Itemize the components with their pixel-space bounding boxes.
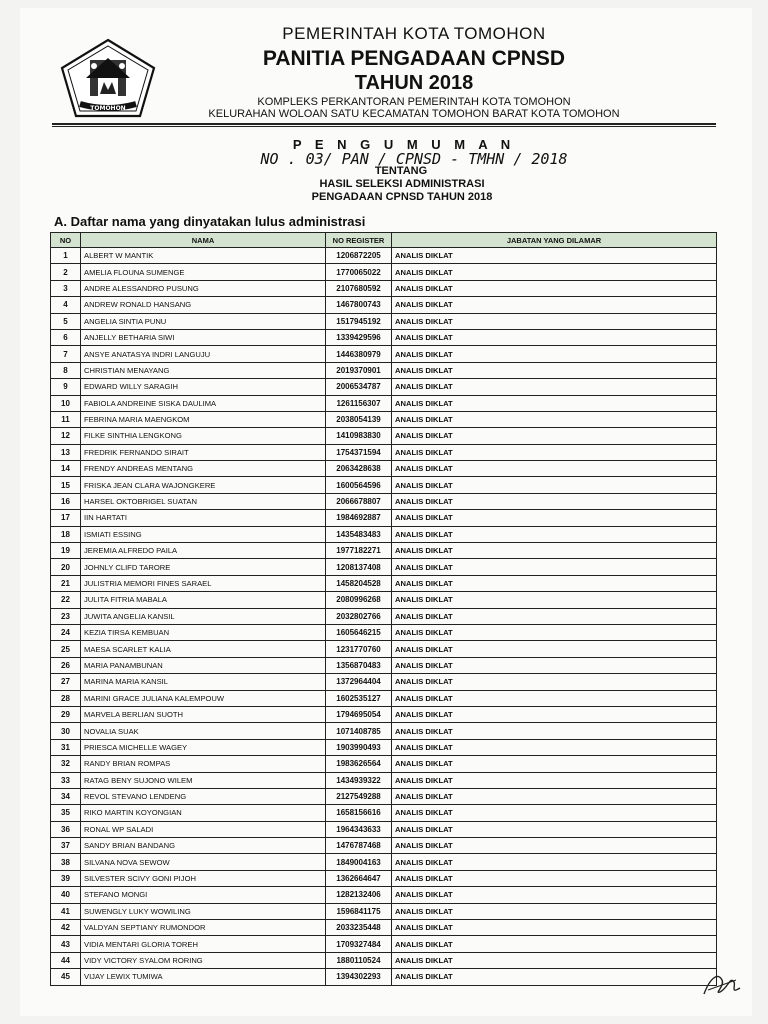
row-register: 1261156307	[326, 395, 392, 411]
row-position: ANALIS DIKLAT	[392, 297, 717, 313]
row-number: 9	[51, 379, 81, 395]
row-name: KEZIA TIRSA KEMBUAN	[81, 624, 326, 640]
row-name: FREDRIK FERNANDO SIRAIT	[81, 444, 326, 460]
row-number: 5	[51, 313, 81, 329]
row-register: 1282132406	[326, 887, 392, 903]
table-row	[51, 313, 717, 329]
row-name: EDWARD WILLY SARAGIH	[81, 379, 326, 395]
table-row	[51, 706, 717, 722]
row-position: ANALIS DIKLAT	[392, 248, 717, 264]
table-row	[51, 559, 717, 575]
candidate-table	[50, 232, 717, 986]
row-number: 42	[51, 920, 81, 936]
row-name: ANDRE ALESSANDRO PUSUNG	[81, 280, 326, 296]
col-header-no: NO	[51, 233, 81, 248]
table-row	[51, 952, 717, 968]
row-name: MAESA SCARLET KALIA	[81, 641, 326, 657]
table-row	[51, 723, 717, 739]
table-row	[51, 772, 717, 788]
row-name: ANDREW RONALD HANSANG	[81, 297, 326, 313]
row-register: 1517945192	[326, 313, 392, 329]
row-position: ANALIS DIKLAT	[392, 428, 717, 444]
row-position: ANALIS DIKLAT	[392, 887, 717, 903]
row-position: ANALIS DIKLAT	[392, 592, 717, 608]
row-number: 22	[51, 592, 81, 608]
row-position: ANALIS DIKLAT	[392, 706, 717, 722]
row-number: 29	[51, 706, 81, 722]
row-register: 1071408785	[326, 723, 392, 739]
table-row	[51, 903, 717, 919]
row-name: STEFANO MONGI	[81, 887, 326, 903]
row-register: 1394302293	[326, 969, 392, 985]
row-register: 1983626564	[326, 756, 392, 772]
row-name: ANJELLY BETHARIA SIWI	[81, 329, 326, 345]
row-name: MARINI GRACE JULIANA KALEMPOUW	[81, 690, 326, 706]
row-number: 16	[51, 493, 81, 509]
row-position: ANALIS DIKLAT	[392, 264, 717, 280]
row-number: 26	[51, 657, 81, 673]
row-name: JUWITA ANGELIA KANSIL	[81, 608, 326, 624]
row-position: ANALIS DIKLAT	[392, 788, 717, 804]
table-row	[51, 329, 717, 345]
row-number: 35	[51, 805, 81, 821]
row-register: 2032802766	[326, 608, 392, 624]
logo-text: TOMOHON	[90, 105, 126, 112]
table-row	[51, 592, 717, 608]
table-row	[51, 477, 717, 493]
table-row	[51, 641, 717, 657]
announcement-number: NO . 03/ PAN / CPNSD - TMHN / 2018	[260, 150, 568, 168]
row-position: ANALIS DIKLAT	[392, 674, 717, 690]
table-row	[51, 428, 717, 444]
row-register: 1206872205	[326, 248, 392, 264]
row-position: ANALIS DIKLAT	[392, 411, 717, 427]
row-register: 1467800743	[326, 297, 392, 313]
row-position: ANALIS DIKLAT	[392, 461, 717, 477]
row-number: 38	[51, 854, 81, 870]
table-row	[51, 838, 717, 854]
row-register: 1984692887	[326, 510, 392, 526]
row-name: HARSEL OKTOBRIGEL SUATAN	[81, 493, 326, 509]
row-position: ANALIS DIKLAT	[392, 346, 717, 362]
table-row	[51, 936, 717, 952]
row-name: FRENDY ANDREAS MENTANG	[81, 461, 326, 477]
row-register: 1231770760	[326, 641, 392, 657]
row-register: 1208137408	[326, 559, 392, 575]
row-number: 14	[51, 461, 81, 477]
row-name: ALBERT W MANTIK	[81, 248, 326, 264]
table-row	[51, 461, 717, 477]
row-number: 12	[51, 428, 81, 444]
row-position: ANALIS DIKLAT	[392, 723, 717, 739]
row-register: 1903990493	[326, 739, 392, 755]
row-name: SUWENGLY LUKY WOWILING	[81, 903, 326, 919]
row-position: ANALIS DIKLAT	[392, 624, 717, 640]
table-row	[51, 280, 717, 296]
row-register: 1794695054	[326, 706, 392, 722]
row-name: IIN HARTATI	[81, 510, 326, 526]
row-register: 2063428638	[326, 461, 392, 477]
row-number: 6	[51, 329, 81, 345]
row-name: ISMIATI ESSING	[81, 526, 326, 542]
row-number: 32	[51, 756, 81, 772]
row-position: ANALIS DIKLAT	[392, 821, 717, 837]
row-register: 2006534787	[326, 379, 392, 395]
row-position: ANALIS DIKLAT	[392, 690, 717, 706]
table-row	[51, 575, 717, 591]
row-name: JULISTRIA MEMORI FINES SARAEL	[81, 575, 326, 591]
row-register: 1435483483	[326, 526, 392, 542]
row-name: FABIOLA ANDREINE SISKA DAULIMA	[81, 395, 326, 411]
row-register: 1600564596	[326, 477, 392, 493]
row-number: 13	[51, 444, 81, 460]
row-position: ANALIS DIKLAT	[392, 329, 717, 345]
government-name: PEMERINTAH KOTA TOMOHON	[282, 24, 546, 43]
row-register: 1849004163	[326, 854, 392, 870]
row-position: ANALIS DIKLAT	[392, 543, 717, 559]
header-year: TAHUN 2018	[354, 72, 474, 94]
row-number: 34	[51, 788, 81, 804]
row-number: 40	[51, 887, 81, 903]
table-row	[51, 887, 717, 903]
table-row	[51, 608, 717, 624]
table-row	[51, 756, 717, 772]
row-number: 24	[51, 624, 81, 640]
row-position: ANALIS DIKLAT	[392, 870, 717, 886]
table-header-row	[51, 233, 717, 248]
row-register: 1658156616	[326, 805, 392, 821]
row-name: VALDYAN SEPTIANY RUMONDOR	[81, 920, 326, 936]
row-register: 2127549288	[326, 788, 392, 804]
table-row	[51, 362, 717, 378]
row-name: AMELIA FLOUNA SUMENGE	[81, 264, 326, 280]
row-name: RIKO MARTIN KOYONGIAN	[81, 805, 326, 821]
row-number: 31	[51, 739, 81, 755]
row-name: JULITA FITRIA MABALA	[81, 592, 326, 608]
row-number: 4	[51, 297, 81, 313]
row-number: 19	[51, 543, 81, 559]
row-number: 8	[51, 362, 81, 378]
table-row	[51, 444, 717, 460]
row-position: ANALIS DIKLAT	[392, 477, 717, 493]
row-number: 28	[51, 690, 81, 706]
address-line-1: KOMPLEKS PERKANTORAN PEMERINTAH KOTA TOMOHON	[257, 96, 571, 108]
table-row	[51, 920, 717, 936]
table-row	[51, 543, 717, 559]
table-row	[51, 526, 717, 542]
table-row	[51, 788, 717, 804]
row-register: 1410983830	[326, 428, 392, 444]
row-position: ANALIS DIKLAT	[392, 903, 717, 919]
row-register: 1880110524	[326, 952, 392, 968]
row-position: ANALIS DIKLAT	[392, 362, 717, 378]
row-position: ANALIS DIKLAT	[392, 280, 717, 296]
row-position: ANALIS DIKLAT	[392, 444, 717, 460]
row-number: 43	[51, 936, 81, 952]
row-name: RATAG BENY SUJONO WILEM	[81, 772, 326, 788]
row-number: 36	[51, 821, 81, 837]
row-name: REVOL STEVANO LENDENG	[81, 788, 326, 804]
row-number: 20	[51, 559, 81, 575]
table-row	[51, 854, 717, 870]
row-position: ANALIS DIKLAT	[392, 575, 717, 591]
row-register: 1434939322	[326, 772, 392, 788]
row-number: 41	[51, 903, 81, 919]
row-position: ANALIS DIKLAT	[392, 313, 717, 329]
table-row	[51, 379, 717, 395]
row-register: 1372964404	[326, 674, 392, 690]
row-position: ANALIS DIKLAT	[392, 657, 717, 673]
row-register: 1602535127	[326, 690, 392, 706]
row-name: PRIESCA MICHELLE WAGEY	[81, 739, 326, 755]
row-number: 7	[51, 346, 81, 362]
announcement-subject-1: HASIL SELEKSI ADMINISTRASI	[319, 178, 485, 190]
table-row	[51, 346, 717, 362]
table-row	[51, 297, 717, 313]
row-register: 1476787468	[326, 838, 392, 854]
row-position: ANALIS DIKLAT	[392, 379, 717, 395]
col-header-register: NO REGISTER	[326, 233, 392, 248]
table-row	[51, 493, 717, 509]
row-number: 45	[51, 969, 81, 985]
table-row	[51, 510, 717, 526]
row-name: SILVANA NOVA SEWOW	[81, 854, 326, 870]
row-position: ANALIS DIKLAT	[392, 838, 717, 854]
table-row	[51, 821, 717, 837]
table-row	[51, 674, 717, 690]
row-name: RONAL WP SALADI	[81, 821, 326, 837]
row-register: 1977182271	[326, 543, 392, 559]
row-position: ANALIS DIKLAT	[392, 756, 717, 772]
announcement-title: P E N G U M U M A N	[292, 137, 516, 152]
table-row	[51, 395, 717, 411]
row-register: 2019370901	[326, 362, 392, 378]
row-register: 1362664647	[326, 870, 392, 886]
row-number: 11	[51, 411, 81, 427]
row-position: ANALIS DIKLAT	[392, 493, 717, 509]
row-name: FRISKA JEAN CLARA WAJONGKERE	[81, 477, 326, 493]
section-title: A. Daftar nama yang dinyatakan lulus administrasi	[54, 214, 366, 229]
committee-name: PANITIA PENGADAAN CPNSD	[262, 47, 566, 70]
row-number: 23	[51, 608, 81, 624]
row-name: MARIA PANAMBUNAN	[81, 657, 326, 673]
row-position: ANALIS DIKLAT	[392, 936, 717, 952]
row-name: MARINA MARIA KANSIL	[81, 674, 326, 690]
row-name: NOVALIA SUAK	[81, 723, 326, 739]
row-position: ANALIS DIKLAT	[392, 395, 717, 411]
row-name: JOHNLY CLIFD TARORE	[81, 559, 326, 575]
row-register: 2107680592	[326, 280, 392, 296]
table-row	[51, 657, 717, 673]
row-register: 2066678807	[326, 493, 392, 509]
announcement-about: TENTANG	[374, 165, 428, 177]
table-row	[51, 624, 717, 640]
row-number: 37	[51, 838, 81, 854]
table-row	[51, 248, 717, 264]
row-name: FILKE SINTHIA LENGKONG	[81, 428, 326, 444]
row-register: 1446380979	[326, 346, 392, 362]
row-number: 39	[51, 870, 81, 886]
row-name: VIDIA MENTARI GLORIA TOREH	[81, 936, 326, 952]
row-position: ANALIS DIKLAT	[392, 805, 717, 821]
row-register: 1605646215	[326, 624, 392, 640]
row-number: 21	[51, 575, 81, 591]
row-name: ANSYE ANATASYA INDRI LANGUJU	[81, 346, 326, 362]
row-name: SILVESTER SCIVY GONI PIJOH	[81, 870, 326, 886]
row-name: VIDY VICTORY SYALOM RORING	[81, 952, 326, 968]
row-name: ANGELIA SINTIA PUNU	[81, 313, 326, 329]
row-position: ANALIS DIKLAT	[392, 526, 717, 542]
row-name: FEBRINA MARIA MAENGKOM	[81, 411, 326, 427]
row-number: 15	[51, 477, 81, 493]
row-position: ANALIS DIKLAT	[392, 641, 717, 657]
row-position: ANALIS DIKLAT	[392, 920, 717, 936]
announcement-subject-2: PENGADAAN CPNSD TAHUN 2018	[311, 191, 493, 203]
table-row	[51, 739, 717, 755]
row-number: 18	[51, 526, 81, 542]
row-register: 1339429596	[326, 329, 392, 345]
row-position: ANALIS DIKLAT	[392, 559, 717, 575]
table-row	[51, 690, 717, 706]
row-number: 10	[51, 395, 81, 411]
row-register: 2038054139	[326, 411, 392, 427]
row-number: 30	[51, 723, 81, 739]
row-register: 1356870483	[326, 657, 392, 673]
row-register: 1770065022	[326, 264, 392, 280]
row-register: 1964343633	[326, 821, 392, 837]
address-line-2: KELURAHAN WOLOAN SATU KECAMATAN TOMOHON BARAT KOTA TOMOHON	[208, 108, 620, 120]
row-register: 1596841175	[326, 903, 392, 919]
signature-mark	[700, 968, 744, 1000]
row-position: ANALIS DIKLAT	[392, 854, 717, 870]
row-number: 27	[51, 674, 81, 690]
row-number: 2	[51, 264, 81, 280]
row-name: JEREMIA ALFREDO PAILA	[81, 543, 326, 559]
row-position: ANALIS DIKLAT	[392, 969, 717, 985]
row-number: 44	[51, 952, 81, 968]
row-number: 17	[51, 510, 81, 526]
table-row	[51, 870, 717, 886]
letterhead-divider	[52, 123, 716, 127]
row-name: MARVELA BERLIAN SUOTH	[81, 706, 326, 722]
row-name: SANDY BRIAN BANDANG	[81, 838, 326, 854]
row-register: 1754371594	[326, 444, 392, 460]
row-name: VIJAY LEWIX TUMIWA	[81, 969, 326, 985]
table-row	[51, 411, 717, 427]
table-row	[51, 805, 717, 821]
row-register: 1709327484	[326, 936, 392, 952]
row-number: 33	[51, 772, 81, 788]
row-name: RANDY BRIAN ROMPAS	[81, 756, 326, 772]
row-register: 1458204528	[326, 575, 392, 591]
row-position: ANALIS DIKLAT	[392, 952, 717, 968]
row-position: ANALIS DIKLAT	[392, 772, 717, 788]
row-position: ANALIS DIKLAT	[392, 739, 717, 755]
row-register: 2080996268	[326, 592, 392, 608]
col-header-name: NAMA	[81, 233, 326, 248]
row-position: ANALIS DIKLAT	[392, 510, 717, 526]
row-number: 1	[51, 248, 81, 264]
table-row	[51, 264, 717, 280]
row-register: 2033235448	[326, 920, 392, 936]
row-name: CHRISTIAN MENAYANG	[81, 362, 326, 378]
col-header-position: JABATAN YANG DILAMAR	[392, 233, 717, 248]
row-position: ANALIS DIKLAT	[392, 608, 717, 624]
row-number: 3	[51, 280, 81, 296]
table-row	[51, 969, 717, 985]
row-number: 25	[51, 641, 81, 657]
